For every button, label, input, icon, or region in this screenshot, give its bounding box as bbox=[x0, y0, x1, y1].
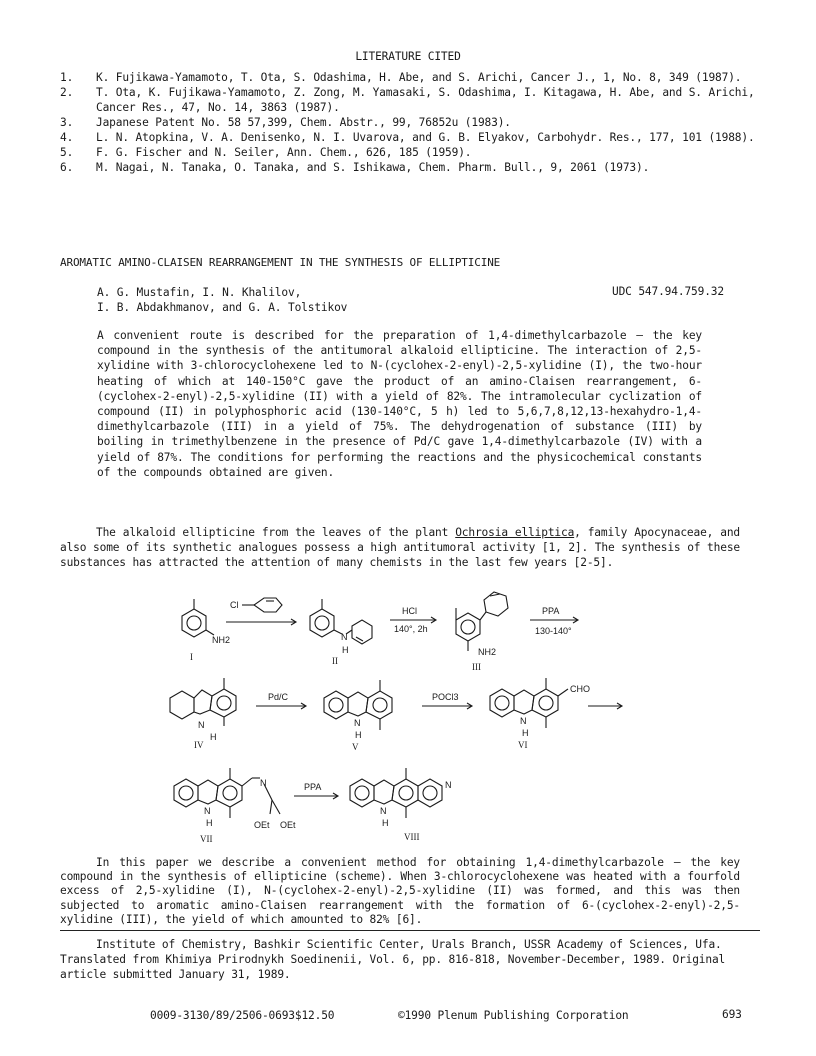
compound-label-vi: VI bbox=[518, 740, 528, 750]
reference-list bbox=[60, 70, 760, 175]
intro-paragraph bbox=[60, 525, 740, 571]
oet-label: OEt bbox=[254, 820, 270, 830]
n-label: N bbox=[341, 632, 348, 642]
reference-text: T. Ota, K. Fujikawa-Yamamoto, Z. Zong, M. Yamasaki, S. Odashima, I. Kitagawa, H. Abe, and S. Arichi, Cancer Res., 47, No. 14, 3863 (1987). bbox=[96, 86, 755, 114]
n-label: N bbox=[204, 806, 211, 816]
body-paragraph: In this paper we describe a convenient method for obtaining 1,4-dimethylcarbazole — the key compound in the synthesis of ellipticine (scheme). When 3-chlorocyclohexene was heated with a fourfold excess of 2,5-xylidine (I), N-(cyclohex-2-enyl)-2,5-xylidine (II) was formed, and this was then subjected to aromatic amino-Claisen rearrangement with the formation of 6-(cyclohex-2-enyl)-2,5-xylidine (III), the yield of which amounted to 82% [6]. bbox=[60, 856, 740, 926]
compound-label-iii: III bbox=[472, 662, 481, 672]
nh2-label: NH2 bbox=[478, 647, 497, 657]
reference-number: 3. bbox=[60, 116, 74, 129]
article-title: AROMATIC AMINO-CLAISEN REARRANGEMENT IN THE SYNTHESIS OF ELLIPTICINE bbox=[60, 256, 501, 269]
h-label: H bbox=[210, 732, 217, 742]
compound-label-i: I bbox=[190, 652, 193, 662]
h-label: H bbox=[206, 818, 213, 828]
condition-label: 140°, 2h bbox=[394, 624, 428, 634]
compound-iii-structure bbox=[456, 592, 508, 651]
compound-label-vii: VII bbox=[200, 834, 213, 844]
h-label: H bbox=[355, 730, 362, 740]
pocl3-label: POCl3 bbox=[432, 692, 459, 702]
reference-number: 2. bbox=[60, 86, 74, 99]
condition-label: 130-140° bbox=[535, 626, 572, 636]
n-label: N bbox=[260, 778, 267, 788]
compound-label-viii: VIII bbox=[404, 832, 420, 842]
n-label: N bbox=[354, 718, 361, 728]
oet-label: OEt bbox=[280, 820, 296, 830]
reference-item bbox=[60, 85, 760, 115]
reference-item bbox=[60, 130, 760, 145]
h-label: H bbox=[342, 645, 349, 655]
n-label: N bbox=[198, 720, 205, 730]
reference-item bbox=[60, 160, 760, 175]
reference-item bbox=[60, 115, 760, 130]
hcl-label: HCl bbox=[402, 606, 417, 616]
affiliation-footnote: Institute of Chemistry, Bashkir Scientific Center, Urals Branch, USSR Academy of Sciences, Ufa. Translated from Khimiya Prirodnykh Soedinenii, Vol. 6, pp. 816-818, November-December, 1989. Original article submitted January 31, 1989. bbox=[60, 938, 726, 981]
reference-text: L. N. Atopkina, V. A. Denisenko, N. I. Uvarova, and G. B. Elyakov, Carbohydr. Res., 177, 101 (1988). bbox=[96, 131, 755, 144]
cl-label: Cl bbox=[230, 600, 239, 610]
copyright-notice: ©1990 Plenum Publishing Corporation bbox=[398, 1009, 629, 1022]
h-label: H bbox=[382, 818, 389, 828]
compound-label-v: V bbox=[352, 742, 359, 752]
udc-code: UDC 547.94.759.32 bbox=[612, 285, 724, 298]
reference-number: 4. bbox=[60, 131, 74, 144]
reference-text: F. G. Fischer and N. Seiler, Ann. Chem., 626, 185 (1959). bbox=[96, 146, 472, 159]
compound-vi-structure bbox=[490, 678, 568, 728]
cho-label: CHO bbox=[570, 684, 590, 694]
author-block bbox=[97, 285, 477, 315]
issn-code: 0009-3130/89/2506-0693$12.50 bbox=[150, 1009, 335, 1022]
pdc-label: Pd/C bbox=[268, 692, 289, 702]
n-label: N bbox=[445, 780, 452, 790]
reference-text: K. Fujikawa-Yamamoto, T. Ota, S. Odashima, H. Abe, and S. Arichi, Cancer J., 1, No. 8, 349 (1987). bbox=[96, 71, 742, 84]
compound-iv-structure bbox=[170, 678, 236, 726]
compound-viii-structure bbox=[350, 768, 442, 818]
reference-item bbox=[60, 70, 760, 85]
reference-text: M. Nagai, N. Tanaka, O. Tanaka, and S. Ishikawa, Chem. Pharm. Bull., 9, 2061 (1973). bbox=[96, 161, 650, 174]
literature-cited-heading: LITERATURE CITED bbox=[355, 50, 461, 63]
compound-label-iv: IV bbox=[194, 740, 204, 750]
reference-number: 6. bbox=[60, 161, 74, 174]
reference-number: 5. bbox=[60, 146, 74, 159]
reference-item bbox=[60, 145, 760, 160]
compound-label-ii: II bbox=[332, 656, 338, 666]
reference-text: Japanese Patent No. 58 57,399, Chem. Abstr., 99, 76852u (1983). bbox=[96, 116, 511, 129]
species-name: Ochrosia elliptica bbox=[455, 526, 575, 539]
compound-i-structure bbox=[182, 599, 214, 637]
abstract: A convenient route is described for the preparation of 1,4-dimethylcarbazole — the key compound in the synthesis of the antitumoral alkaloid ellipticine. The interaction of 2,5-xylidine with 3-chlorocyclohexene led to N-(cyclohex-2-enyl)-2,5-xylidine (I), the two-hour heating of which at 140-150°C gave the product of an amino-Claisen rearrangement, 6-(cyclohex-2-enyl)-2,5-xylidine (II) with a yield of 82%. The intramolecular cyclization of compound (II) in polyphosphoric acid (130-140°C, 5 h) led to 5,6,7,8,12,13-hexahydro-1,4-dimethylcarbazole (III) in a yield of 75%. The dehydrogenation of substance (III) by boiling in trimethylbenzene in the presence of Pd/C gave 1,4-dimethylcarbazole (IV) with a yield of 87%. The conditions for performing the reactions and the physicochemical constants of the compounds obtained are given. bbox=[97, 329, 702, 479]
n-label: N bbox=[520, 716, 527, 726]
footnote-rule bbox=[60, 930, 760, 931]
authors-line: A. G. Mustafin, I. N. Khalilov, bbox=[97, 286, 302, 299]
intro-text: The alkaloid ellipticine from the leaves of the plant bbox=[96, 526, 456, 539]
compound-vii-structure bbox=[174, 768, 280, 818]
chlorocyclohexene-structure bbox=[242, 598, 282, 612]
nh2-label: NH2 bbox=[212, 635, 231, 645]
reaction-scheme bbox=[160, 588, 680, 850]
intro-text: , family Apocynaceae, and also some of its synthetic analogues possess a high antitumoral activity [1, 2]. The synthesis of these substances has attracted the attention of many chemists in the last few years [2-5]. bbox=[60, 526, 740, 570]
reference-number: 1. bbox=[60, 71, 74, 84]
n-label: N bbox=[380, 806, 387, 816]
page-number: 693 bbox=[722, 1008, 742, 1021]
ppa-label: PPA bbox=[304, 782, 322, 792]
authors-line: I. B. Abdakhmanov, and G. A. Tolstikov bbox=[97, 301, 348, 314]
ppa-label: PPA bbox=[542, 606, 560, 616]
h-label: H bbox=[522, 728, 529, 738]
